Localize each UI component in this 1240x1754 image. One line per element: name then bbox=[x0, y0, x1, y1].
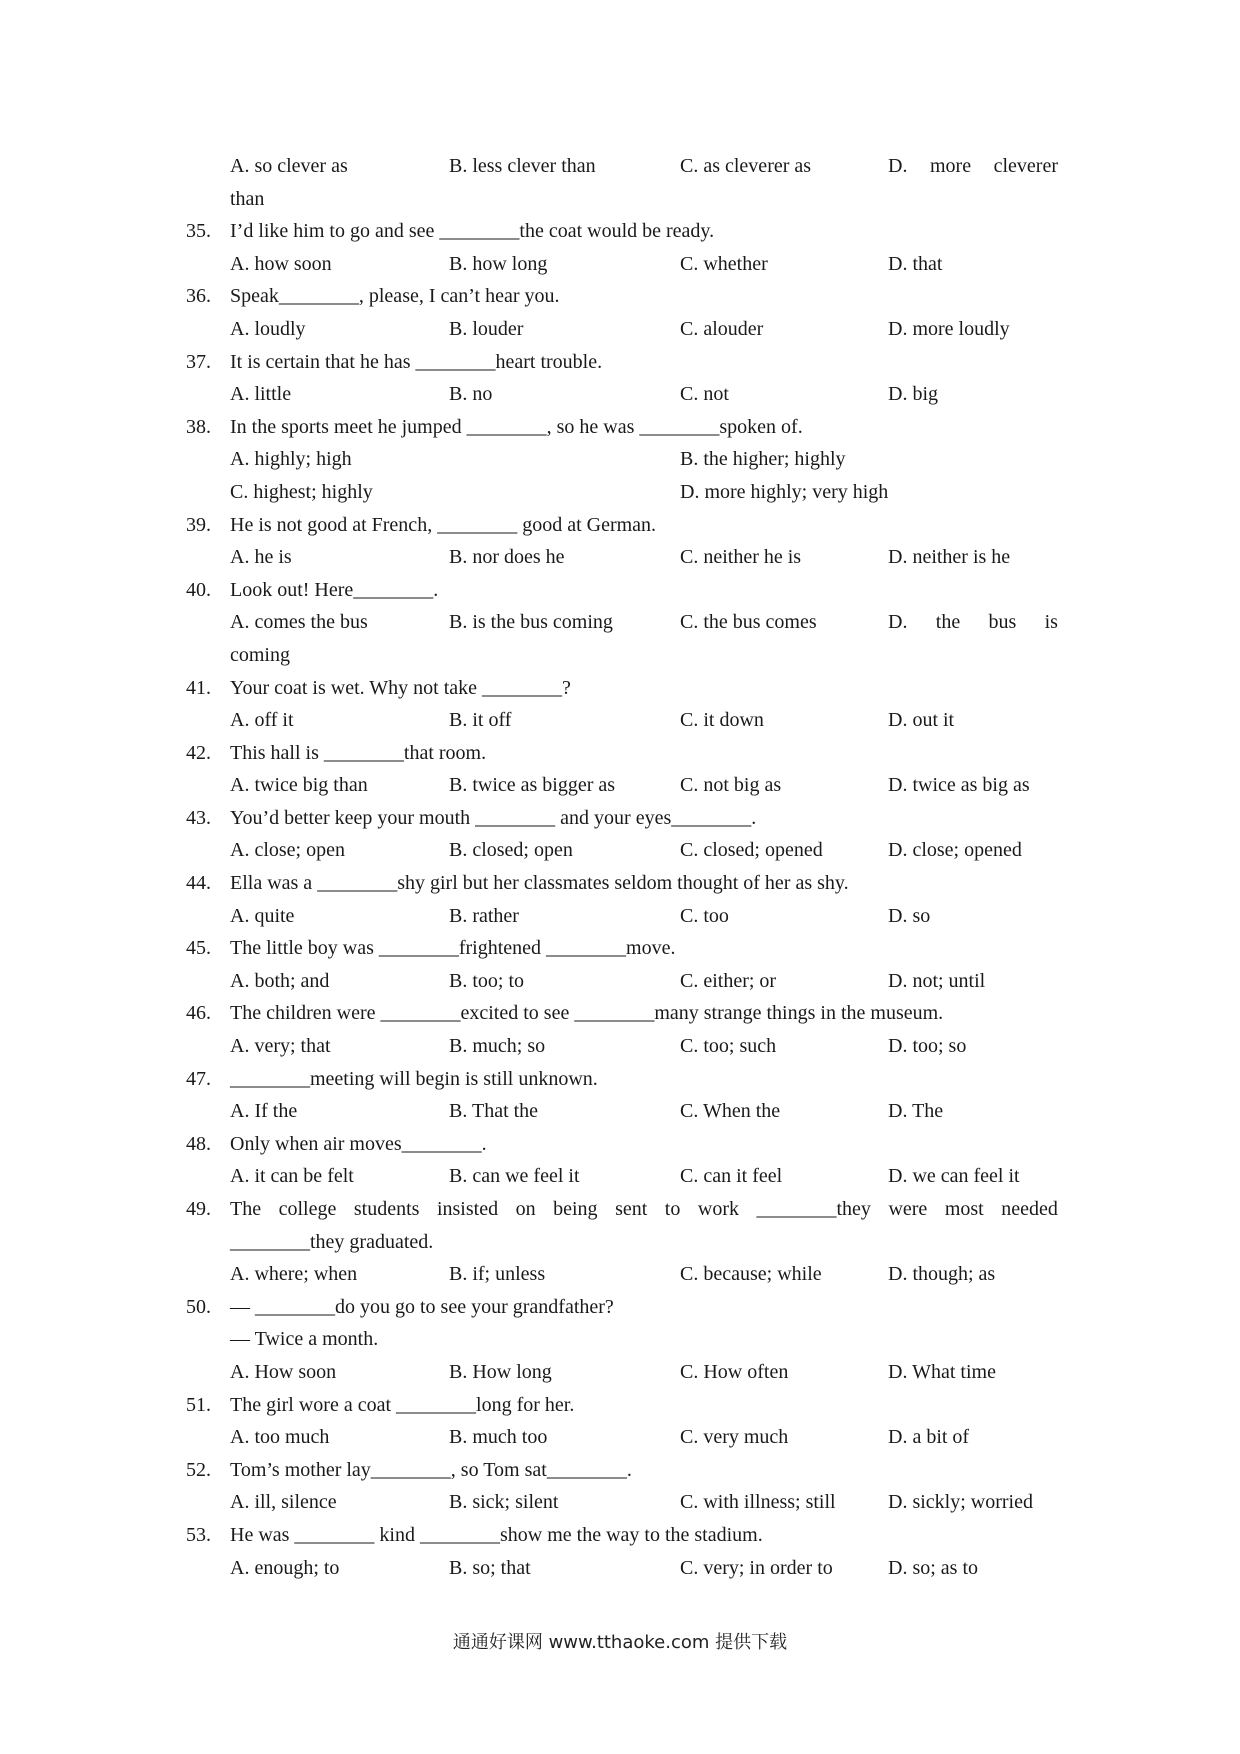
options-row bbox=[186, 378, 1058, 411]
option-d: D. The bbox=[888, 1100, 944, 1123]
option-b: B. is the bus coming bbox=[449, 611, 613, 634]
option-b: B. That the bbox=[449, 1100, 539, 1123]
option-a: A. ill, silence bbox=[230, 1491, 337, 1514]
question-number: 37. bbox=[186, 350, 211, 373]
option-d: D. out it bbox=[888, 709, 955, 732]
question-37 bbox=[186, 346, 1058, 379]
option-c: C. How often bbox=[680, 1360, 789, 1383]
option-d: D. close; opened bbox=[888, 839, 1022, 862]
options-row bbox=[186, 476, 1058, 509]
option-c: C. alouder bbox=[680, 317, 764, 340]
question-number: 50. bbox=[186, 1295, 211, 1318]
question-text: In the sports meet he jumped ________, so he was ________spoken of. bbox=[230, 415, 803, 438]
option-b: B. How long bbox=[449, 1360, 552, 1383]
question-number: 38. bbox=[186, 415, 211, 438]
question-53 bbox=[186, 1519, 1058, 1552]
page-footer: 通通好课网 www.tthaoke.com 提供下载 bbox=[452, 1632, 788, 1653]
option-a: A. comes the bus bbox=[230, 611, 368, 634]
option-d: D. more highly; very high bbox=[680, 480, 889, 503]
option-a: A. so clever as bbox=[230, 155, 348, 177]
options-row bbox=[186, 900, 1058, 933]
question-text: You’d better keep your mouth ________ and your eyes________. bbox=[230, 806, 757, 829]
option-d: D. though; as bbox=[888, 1263, 996, 1286]
question-36 bbox=[186, 280, 1058, 313]
question-44 bbox=[186, 867, 1058, 900]
options-row bbox=[186, 150, 1058, 183]
question-text: — ________do you go to see your grandfather? bbox=[230, 1295, 614, 1318]
question-number: 49. bbox=[186, 1198, 211, 1220]
question-38 bbox=[186, 411, 1058, 444]
option-a: A. How soon bbox=[230, 1360, 337, 1383]
question-number: 41. bbox=[186, 676, 211, 699]
option-a: A. both; and bbox=[230, 969, 330, 992]
option-a: A. twice big than bbox=[230, 774, 368, 797]
option-d: D. we can feel it bbox=[888, 1165, 1020, 1188]
option-c: C. not bbox=[680, 383, 729, 406]
option-c: C. with illness; still bbox=[680, 1491, 836, 1514]
question-40 bbox=[186, 574, 1058, 607]
option-b: B. it off bbox=[449, 709, 512, 732]
option-b: B. no bbox=[449, 383, 493, 406]
question-text: The children were ________excited to see ________many strange things in the museum. bbox=[230, 1002, 944, 1025]
question-41 bbox=[186, 672, 1058, 705]
question-text: Look out! Here________. bbox=[230, 578, 439, 601]
dialogue-reply: — Twice a month. bbox=[230, 1328, 379, 1351]
option-d: D. neither is he bbox=[888, 546, 1011, 569]
question-number: 39. bbox=[186, 513, 211, 536]
option-a: A. quite bbox=[230, 904, 295, 927]
question-text: This hall is ________that room. bbox=[230, 741, 487, 764]
question-number: 43. bbox=[186, 806, 211, 829]
question-42 bbox=[186, 737, 1058, 770]
question-number: 35. bbox=[186, 220, 211, 243]
question-number: 36. bbox=[186, 285, 211, 308]
question-49 bbox=[186, 1193, 1058, 1226]
option-d: D. What time bbox=[888, 1360, 996, 1383]
options-row bbox=[186, 248, 1058, 281]
options-row bbox=[186, 834, 1058, 867]
question-text: He is not good at French, ________ good at German. bbox=[230, 513, 657, 536]
option-c: C. When the bbox=[680, 1100, 781, 1123]
question-number: 52. bbox=[186, 1458, 211, 1481]
option-b: B. how long bbox=[449, 252, 548, 275]
option-b: B. rather bbox=[449, 904, 519, 927]
option-b: B. too; to bbox=[449, 969, 525, 992]
question-47 bbox=[186, 1063, 1058, 1096]
option-d: D. so bbox=[888, 904, 931, 927]
question-text: Your coat is wet. Why not take ________? bbox=[230, 676, 571, 699]
option-c: C. very; in order to bbox=[680, 1556, 833, 1579]
options-row bbox=[186, 313, 1058, 346]
question-number: 46. bbox=[186, 1002, 211, 1025]
option-d: D. the bus is bbox=[888, 611, 1058, 634]
option-d: D. too; so bbox=[888, 1035, 967, 1058]
option-c: C. can it feel bbox=[680, 1165, 783, 1188]
option-c: C. the bus comes bbox=[680, 611, 817, 634]
options-row bbox=[186, 1095, 1058, 1128]
option-wrap-row bbox=[186, 639, 1058, 672]
option-b: B. if; unless bbox=[449, 1263, 546, 1286]
question-list bbox=[186, 150, 1058, 1584]
option-a: A. close; open bbox=[230, 839, 345, 862]
question-35 bbox=[186, 215, 1058, 248]
options-row bbox=[186, 606, 1058, 639]
option-b: B. much too bbox=[449, 1426, 548, 1449]
option-a: A. very; that bbox=[230, 1035, 331, 1058]
option-c: C. not big as bbox=[680, 774, 782, 797]
option-c: C. neither he is bbox=[680, 546, 802, 569]
option-a: A. If the bbox=[230, 1100, 298, 1123]
option-c: C. it down bbox=[680, 709, 764, 732]
option-a: A. highly; high bbox=[230, 448, 352, 471]
options-row bbox=[186, 443, 1058, 476]
option-d-wrap: than bbox=[230, 187, 265, 210]
question-51 bbox=[186, 1389, 1058, 1422]
option-b: B. can we feel it bbox=[449, 1165, 580, 1188]
question-48 bbox=[186, 1128, 1058, 1161]
option-b: B. nor does he bbox=[449, 546, 565, 569]
question-46 bbox=[186, 997, 1058, 1030]
options-row bbox=[186, 1160, 1058, 1193]
question-text-wrap bbox=[186, 1226, 1058, 1259]
question-text: Speak________, please, I can’t hear you. bbox=[230, 285, 560, 308]
option-a: A. he is bbox=[230, 546, 292, 569]
options-row bbox=[186, 1258, 1058, 1291]
question-text: Only when air moves________. bbox=[230, 1132, 487, 1155]
option-c: C. as cleverer as bbox=[680, 155, 812, 177]
option-a: A. where; when bbox=[230, 1263, 358, 1286]
option-c: C. closed; opened bbox=[680, 839, 823, 862]
option-d: D. more cleverer bbox=[888, 155, 1058, 177]
option-b: B. louder bbox=[449, 317, 524, 340]
question-text: He was ________ kind ________show me the way to the stadium. bbox=[230, 1523, 763, 1546]
question-50 bbox=[186, 1291, 1058, 1324]
option-d: D. not; until bbox=[888, 969, 986, 992]
question-text: The college students insisted on being sent to work ________they were most needed bbox=[230, 1198, 1058, 1220]
question-text: ________meeting will begin is still unknown. bbox=[230, 1067, 598, 1090]
option-b: B. twice as bigger as bbox=[449, 774, 616, 797]
option-b: B. sick; silent bbox=[449, 1491, 559, 1514]
options-row bbox=[186, 1486, 1058, 1519]
question-text: The little boy was ________frightened ________move. bbox=[230, 937, 676, 960]
options-row bbox=[186, 541, 1058, 574]
option-c: C. because; while bbox=[680, 1263, 822, 1286]
option-d: D. twice as big as bbox=[888, 774, 1030, 797]
option-c: C. either; or bbox=[680, 969, 777, 992]
options-row bbox=[186, 1030, 1058, 1063]
question-52 bbox=[186, 1454, 1058, 1487]
option-a: A. how soon bbox=[230, 252, 332, 275]
question-text: Ella was a ________shy girl but her classmates seldom thought of her as shy. bbox=[230, 872, 849, 895]
question-45 bbox=[186, 932, 1058, 965]
option-d: D. big bbox=[888, 383, 938, 406]
option-b: B. so; that bbox=[449, 1556, 531, 1579]
question-number: 40. bbox=[186, 578, 211, 601]
option-c: C. highest; highly bbox=[230, 480, 373, 503]
question-number: 47. bbox=[186, 1067, 211, 1090]
option-b: B. the higher; highly bbox=[680, 448, 846, 471]
option-d: D. that bbox=[888, 252, 943, 275]
option-b: B. much; so bbox=[449, 1035, 546, 1058]
option-a: A. it can be felt bbox=[230, 1165, 354, 1188]
option-a: A. enough; to bbox=[230, 1556, 340, 1579]
question-number: 48. bbox=[186, 1132, 211, 1155]
option-b: B. closed; open bbox=[449, 839, 573, 862]
dialogue-reply-row bbox=[186, 1323, 1058, 1356]
options-row bbox=[186, 704, 1058, 737]
question-39 bbox=[186, 509, 1058, 542]
question-text: The girl wore a coat ________long for her. bbox=[230, 1393, 575, 1416]
question-number: 42. bbox=[186, 741, 211, 764]
option-a: A. little bbox=[230, 383, 292, 406]
option-a: A. too much bbox=[230, 1426, 330, 1449]
options-row bbox=[186, 1356, 1058, 1389]
option-wrap-row bbox=[186, 183, 1058, 216]
option-d: D. so; as to bbox=[888, 1556, 978, 1579]
question-text: I’d like him to go and see ________the coat would be ready. bbox=[230, 220, 715, 243]
option-d: D. a bit of bbox=[888, 1426, 970, 1449]
option-a: A. off it bbox=[230, 709, 294, 732]
question-number: 53. bbox=[186, 1523, 211, 1546]
question-number: 44. bbox=[186, 872, 211, 895]
option-d: D. more loudly bbox=[888, 317, 1010, 340]
options-row bbox=[186, 1421, 1058, 1454]
options-row bbox=[186, 769, 1058, 802]
option-b: B. less clever than bbox=[449, 155, 596, 177]
question-text-continued: ________they graduated. bbox=[230, 1230, 434, 1253]
question-text: It is certain that he has ________heart trouble. bbox=[230, 350, 603, 373]
option-c: C. too; such bbox=[680, 1035, 777, 1058]
question-number: 45. bbox=[186, 937, 211, 960]
options-row bbox=[186, 965, 1058, 998]
options-row bbox=[186, 1552, 1058, 1585]
question-number: 51. bbox=[186, 1393, 211, 1416]
option-c: C. very much bbox=[680, 1426, 789, 1449]
question-text: Tom’s mother lay________, so Tom sat________. bbox=[230, 1458, 632, 1481]
question-43 bbox=[186, 802, 1058, 835]
option-c: C. whether bbox=[680, 252, 768, 275]
option-d-wrap: coming bbox=[230, 643, 290, 666]
option-c: C. too bbox=[680, 904, 729, 927]
option-d: D. sickly; worried bbox=[888, 1491, 1033, 1514]
option-a: A. loudly bbox=[230, 317, 306, 340]
